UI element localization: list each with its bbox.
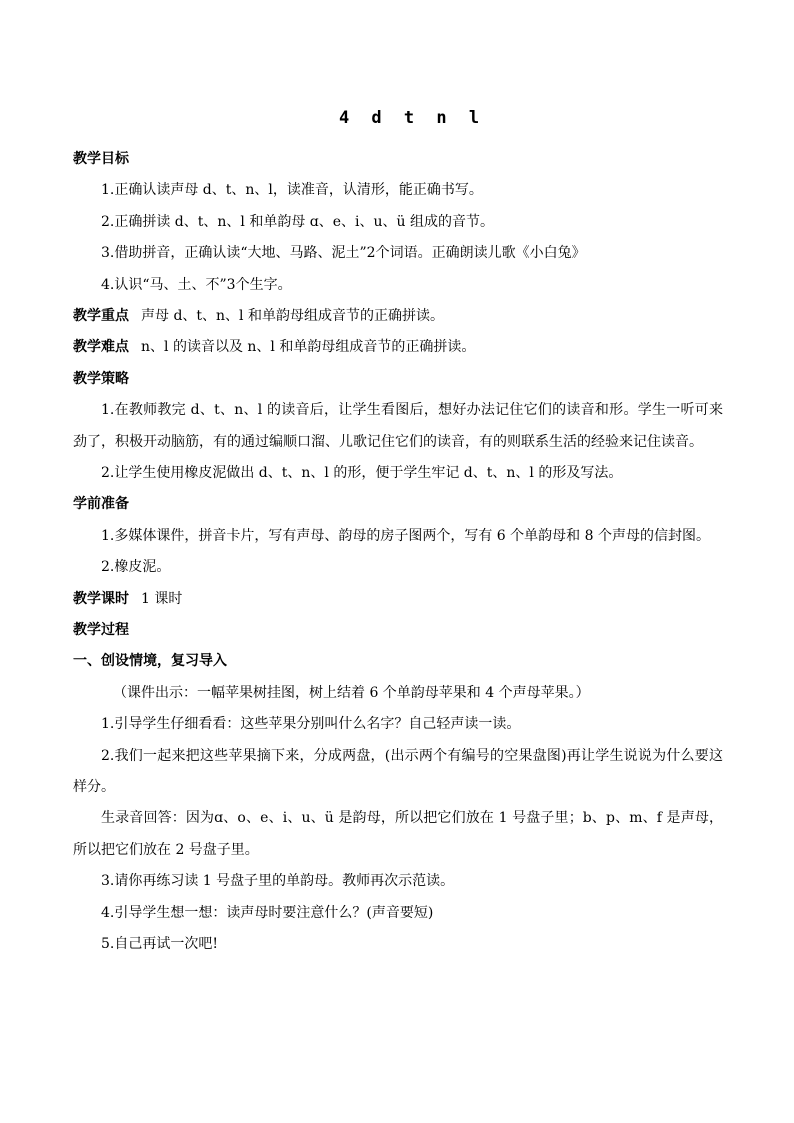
objective-item-2: 2.正确拼读 d、t、n、l 和单韵母 ɑ、e、i、u、ü 组成的音节。 — [101, 213, 494, 230]
process-item-2: 2.我们一起来把这些苹果摘下来，分成两盘，(出示两个有编号的空果盘图)再让学生说说为什么要这样分。 — [73, 747, 723, 795]
objective-item-1: 1.正确认读声母 d、t、n、l，读准音，认清形，能正确书写。 — [101, 182, 483, 199]
objectives-heading: 教学目标 — [73, 151, 129, 167]
process-item-4: 3.请你再练习读 1 号盘子里的单韵母。教师再次示范读。 — [101, 873, 455, 890]
key-points-row — [73, 301, 723, 332]
strategy-item-1: 1.在教师教完 d、t、n、l 的读音后，让学生看图后，想好办法记住它们的读音和形。学生一听可来劲了，积极开动脑筋，有的通过编顺口溜、儿歌记住它们的读音，有的则联系生活的经验来记住读音。 — [73, 402, 723, 450]
difficulties-row — [73, 332, 723, 363]
document-title: 4 d t n l — [338, 108, 486, 128]
document-page — [73, 106, 723, 960]
class-hours-row — [73, 584, 723, 615]
objective-item-4: 4.认识“马、土、不”3个生字。 — [101, 276, 292, 293]
objective-item-3: 3.借助拼音，正确认读“大地、马路、泥土”2个词语。正确朗读儿歌《小白兔》 — [101, 245, 586, 262]
process-item-3: 生录音回答：因为ɑ、o、e、i、u、ü 是韵母，所以把它们放在 1 号盘子里；b、p、m、f 是声母，所以把它们放在 2 号盘子里。 — [73, 810, 723, 858]
class-hours-heading: 教学课时 — [73, 590, 129, 607]
process-heading: 教学过程 — [73, 621, 129, 638]
preparation-item-2: 2.橡皮泥。 — [101, 559, 171, 576]
process-part1-heading: 一、创设情境，复习导入 — [73, 653, 227, 670]
strategy-heading: 教学策略 — [73, 370, 129, 387]
class-hours-text: 1 课时 — [141, 590, 183, 607]
difficulties-text: n、l 的读音以及 n、l 和单韵母组成音节的正确拼读。 — [141, 339, 476, 356]
process-item-6: 5.自己再试一次吧! — [101, 935, 218, 952]
key-points-text: 声母 d、t、n、l 和单韵母组成音节的正确拼读。 — [141, 307, 444, 324]
key-points-heading: 教学重点 — [73, 307, 129, 324]
difficulties-heading: 教学难点 — [73, 339, 129, 356]
process-item-1: 1.引导学生仔细看看：这些苹果分别叫什么名字？自己轻声读一读。 — [101, 716, 521, 733]
strategy-item-2: 2.让学生使用橡皮泥做出 d、t、n、l 的形，便于学生牢记 d、t、n、l 的形及写法。 — [101, 464, 623, 481]
process-item-5: 4.引导学生想一想：读声母时要注意什么？(声音要短) — [101, 904, 434, 921]
preparation-item-1: 1.多媒体课件，拼音卡片，写有声母、韵母的房子图两个，写有 6 个单韵母和 8 个声母的信封图。 — [101, 527, 710, 544]
process-note: （课件出示：一幅苹果树挂图，树上结着 6 个单韵母苹果和 4 个声母苹果。） — [113, 684, 590, 701]
preparation-heading: 学前准备 — [73, 496, 129, 513]
